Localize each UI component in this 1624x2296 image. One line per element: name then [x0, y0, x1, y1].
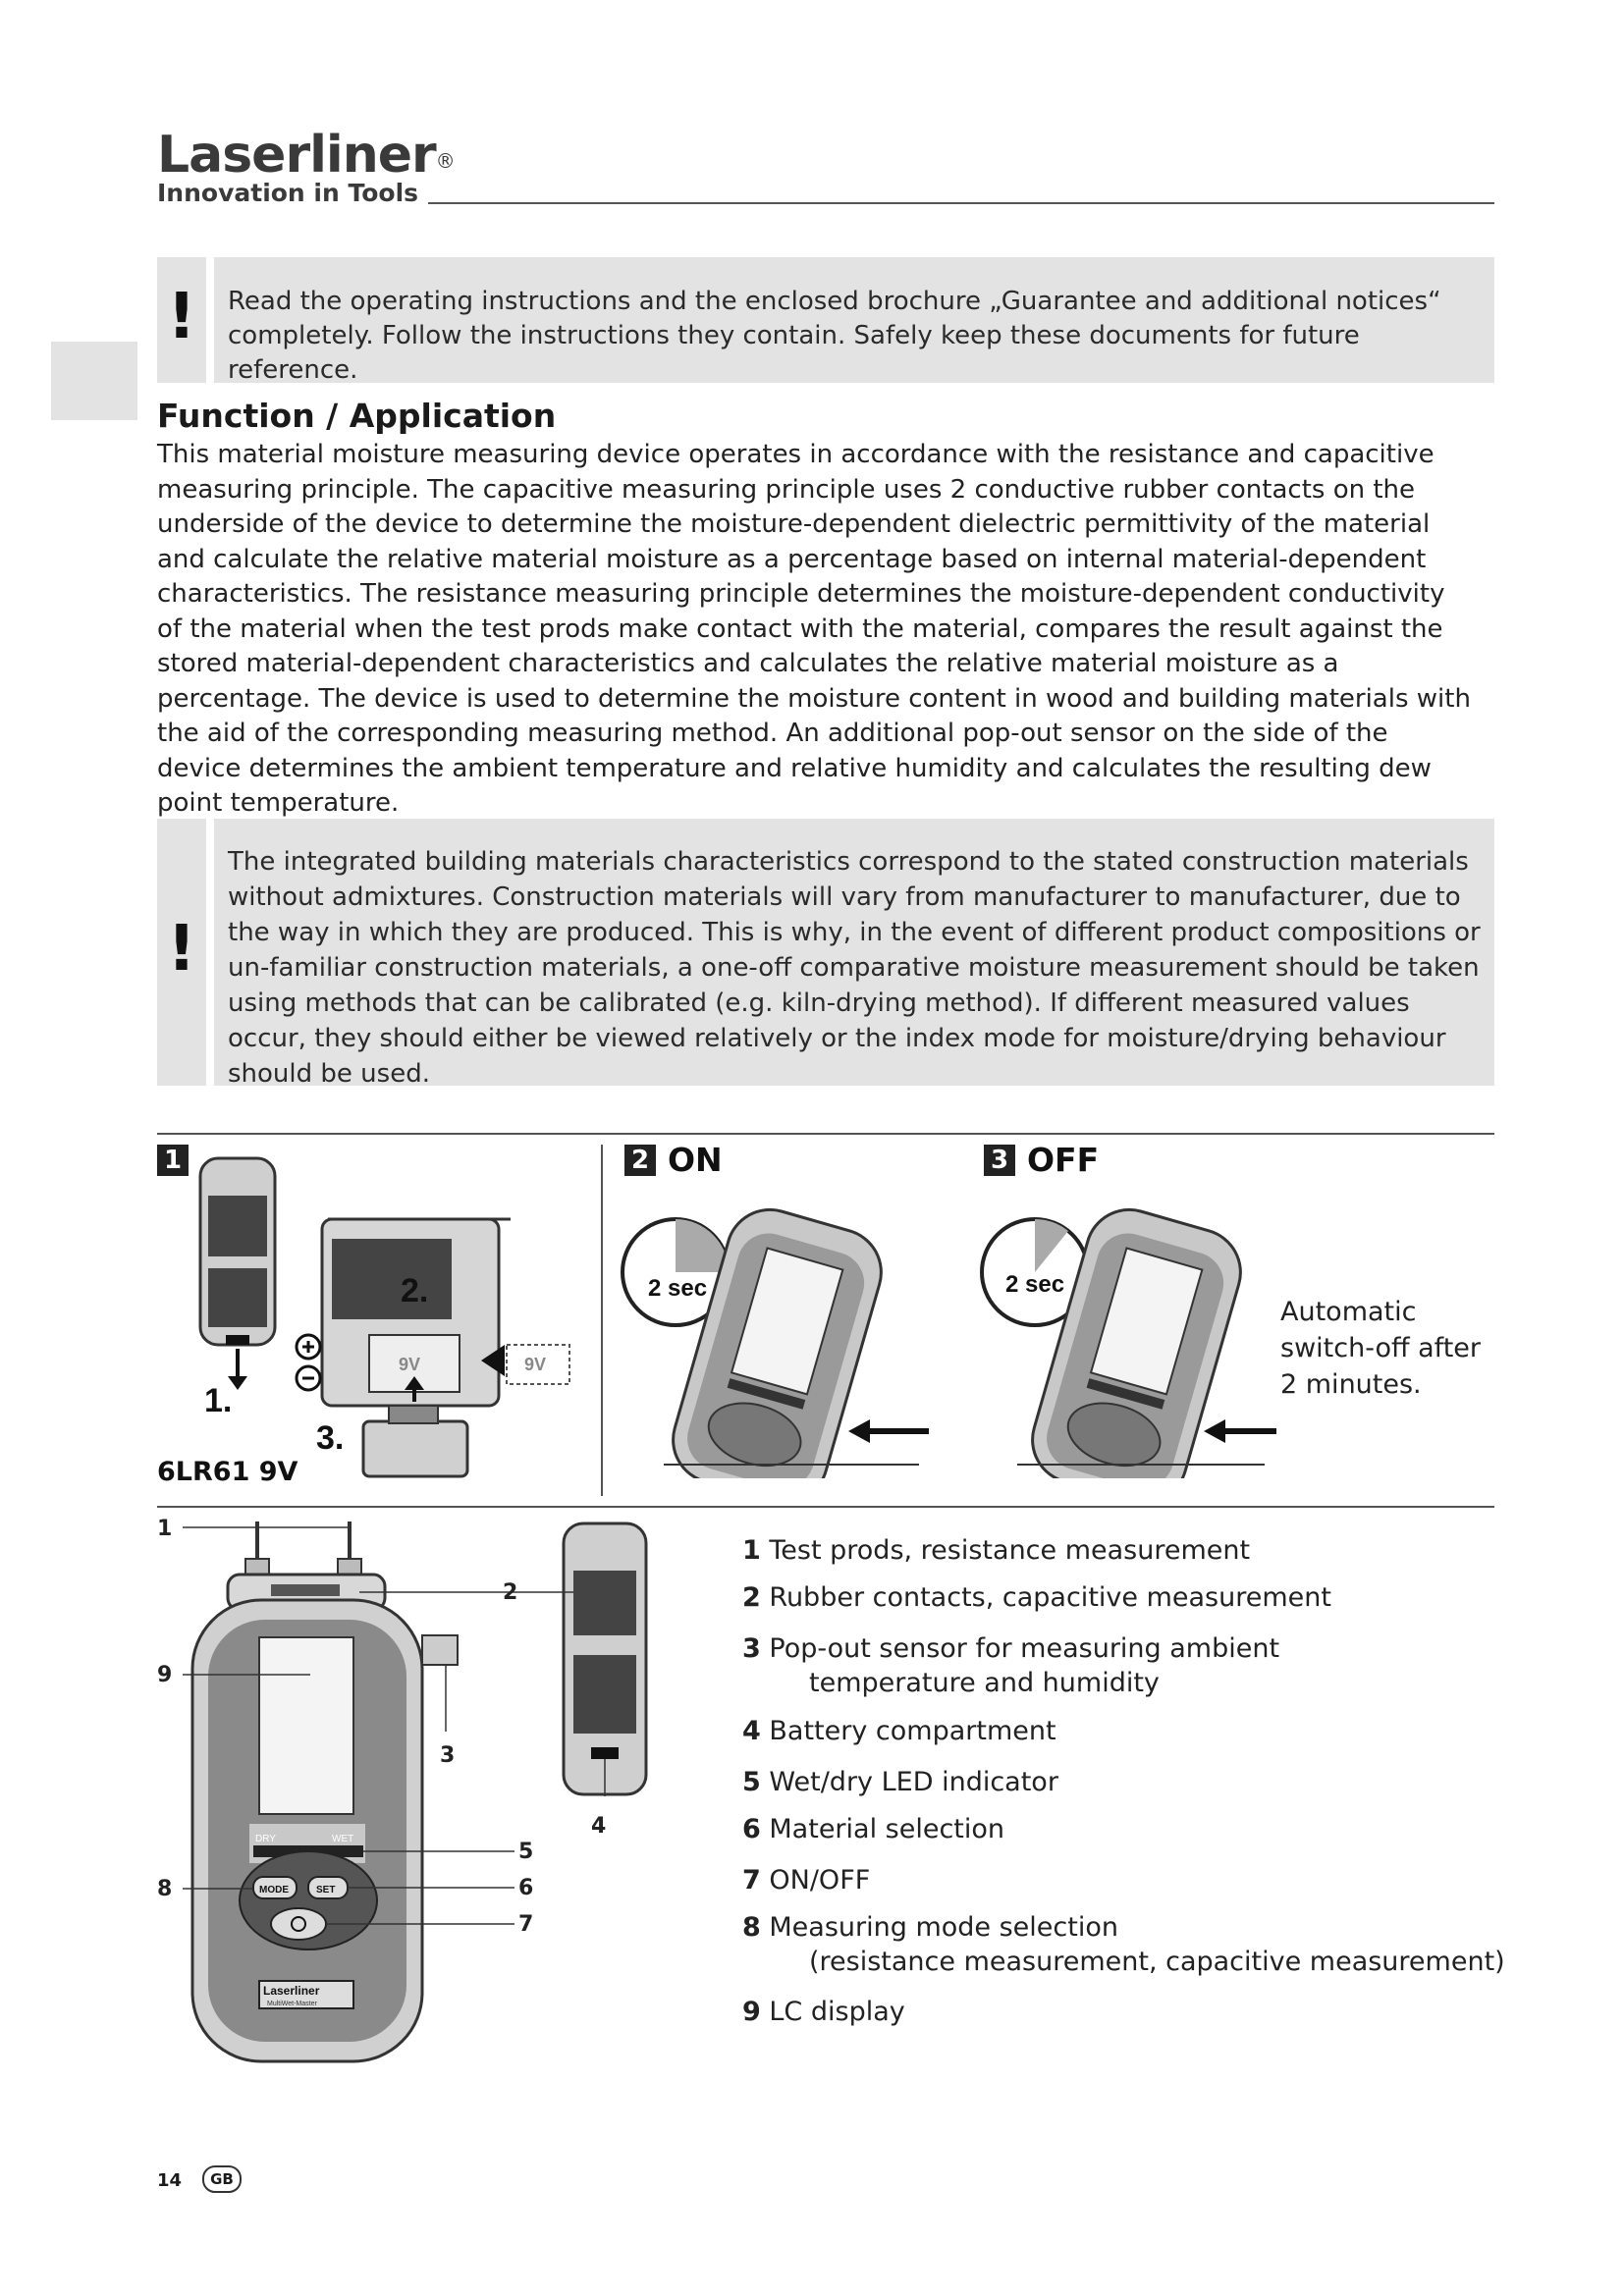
- callout-5: 5: [518, 1840, 534, 1864]
- battery-inside-label: 9V: [399, 1355, 421, 1374]
- auto-off-line: switch-off after: [1280, 1333, 1482, 1363]
- side-tab-marker: [51, 342, 137, 420]
- figure-label-on: ON: [668, 1141, 723, 1179]
- callout-1: 1: [157, 1517, 173, 1541]
- legend-item: 3 Pop-out sensor for measuring ambient temperature and humidity: [742, 1633, 1280, 1698]
- exclamation-icon: !: [167, 281, 196, 353]
- callout-4: 4: [591, 1814, 607, 1839]
- step-2-label: 2.: [401, 1272, 429, 1309]
- figure-number-1: 1: [157, 1145, 189, 1176]
- brand-tagline: Innovation in Tools: [157, 179, 419, 207]
- brand-logo: [157, 128, 455, 206]
- auto-off-line: Automatic: [1280, 1297, 1417, 1327]
- figure-number-2: 2: [624, 1145, 656, 1176]
- dry-label: DRY: [255, 1834, 276, 1844]
- figure-rule-middle: [157, 1506, 1494, 1508]
- notice-divider: [206, 257, 214, 383]
- language-badge: GB: [202, 2165, 242, 2193]
- legend-item: 7 ON/OFF: [742, 1865, 871, 1896]
- mode-button-label: MODE: [259, 1885, 289, 1896]
- legend-item: 8 Measuring mode selection (resistance measurement, capacitive measurement): [742, 1912, 1505, 1977]
- timer-label: 2 sec: [648, 1275, 708, 1302]
- callout-9: 9: [157, 1663, 173, 1687]
- callout-3: 3: [440, 1743, 456, 1768]
- notice-divider: [206, 819, 214, 1086]
- battery-insertion-illustration: [187, 1154, 579, 1488]
- wet-label: WET: [332, 1834, 354, 1844]
- legend-item: 4 Battery compartment: [742, 1716, 1056, 1746]
- device-diagram: [183, 1512, 674, 2081]
- notice-read-instructions: [157, 257, 1494, 383]
- legend-item: 9 LC display: [742, 1997, 905, 2027]
- callout-2: 2: [503, 1580, 518, 1605]
- legend-item: 6 Material selection: [742, 1814, 1005, 1844]
- legend-item: 5 Wet/dry LED indicator: [742, 1767, 1058, 1797]
- page-number: 14: [157, 2170, 183, 2191]
- power-off-illustration: [976, 1184, 1280, 1478]
- callout-8: 8: [157, 1877, 173, 1901]
- notice-text: The integrated building materials characteristics correspond to the stated construction materials without admixtures. Construction materials will vary from manufacturer to manufacturer, due to the way in which they are produced. This is why, in the event of different product compositions or un-familiar construction materials, a one-off comparative moisture measurement should be taken using methods that can be calibrated (e.g. kiln-drying method). If different measured values occur, they should either be viewed relatively or the index mode for moisture/drying behaviour should be used.: [228, 847, 1481, 1089]
- power-on-illustration: [617, 1184, 941, 1478]
- set-button-label: SET: [316, 1885, 336, 1896]
- section-heading: Function / Application: [157, 397, 557, 435]
- step-3-label: 3.: [316, 1419, 345, 1457]
- device-brand-label: Laserliner: [263, 1984, 320, 1998]
- header-rule: [428, 202, 1494, 204]
- battery-outside-label: 9V: [524, 1355, 547, 1374]
- legend-item: 2 Rubber contacts, capacitive measurement: [742, 1582, 1331, 1613]
- brand-name: Laserliner®: [157, 126, 455, 185]
- step-1-label: 1.: [204, 1382, 233, 1419]
- device-model-label: MultiWet-Master: [267, 2001, 317, 2007]
- notice-materials: [157, 819, 1494, 1089]
- legend-item: 1 Test prods, resistance measurement: [742, 1535, 1251, 1566]
- figure-number-3: 3: [984, 1145, 1015, 1176]
- figure-label-off: OFF: [1027, 1141, 1100, 1179]
- auto-off-note: [1280, 1294, 1481, 1403]
- figure-divider: [601, 1145, 603, 1496]
- auto-off-line: 2 minutes.: [1280, 1369, 1422, 1400]
- battery-type-label: 6LR61 9V: [157, 1457, 298, 1487]
- exclamation-icon: !: [167, 913, 196, 986]
- timer-label: 2 sec: [1005, 1271, 1065, 1298]
- callout-7: 7: [518, 1912, 534, 1937]
- section-body: This material moisture measuring device operates in accordance with the resistance and capacitive measuring principle. The capacitive measuring principle uses 2 conductive rubber contacts on the underside of the device to determine the moisture-dependent dielectric permittivity of the material and calculate the relative material moisture as a percentage based on internal material-dependent characteristics. The resistance measuring principle determines the moisture-dependent conductivity of the material when the test prods make contact with the material, compares the result against the stored material-dependent characteristics and calculates the relative material moisture as a percentage. The device is used to determine the moisture content in wood and building materials with the aid of the corresponding measuring method. An additional pop-out sensor on the side of the device determines the ambient temperature and relative humidity and calculates the resulting dew point temperature.: [157, 440, 1471, 818]
- figure-rule-top: [157, 1133, 1494, 1135]
- callout-6: 6: [518, 1876, 534, 1900]
- notice-text: Read the operating instructions and the enclosed brochure „Guarantee and additional notices“ completely. Follow the instructions they contain. Safely keep these documents for future reference.: [228, 287, 1441, 385]
